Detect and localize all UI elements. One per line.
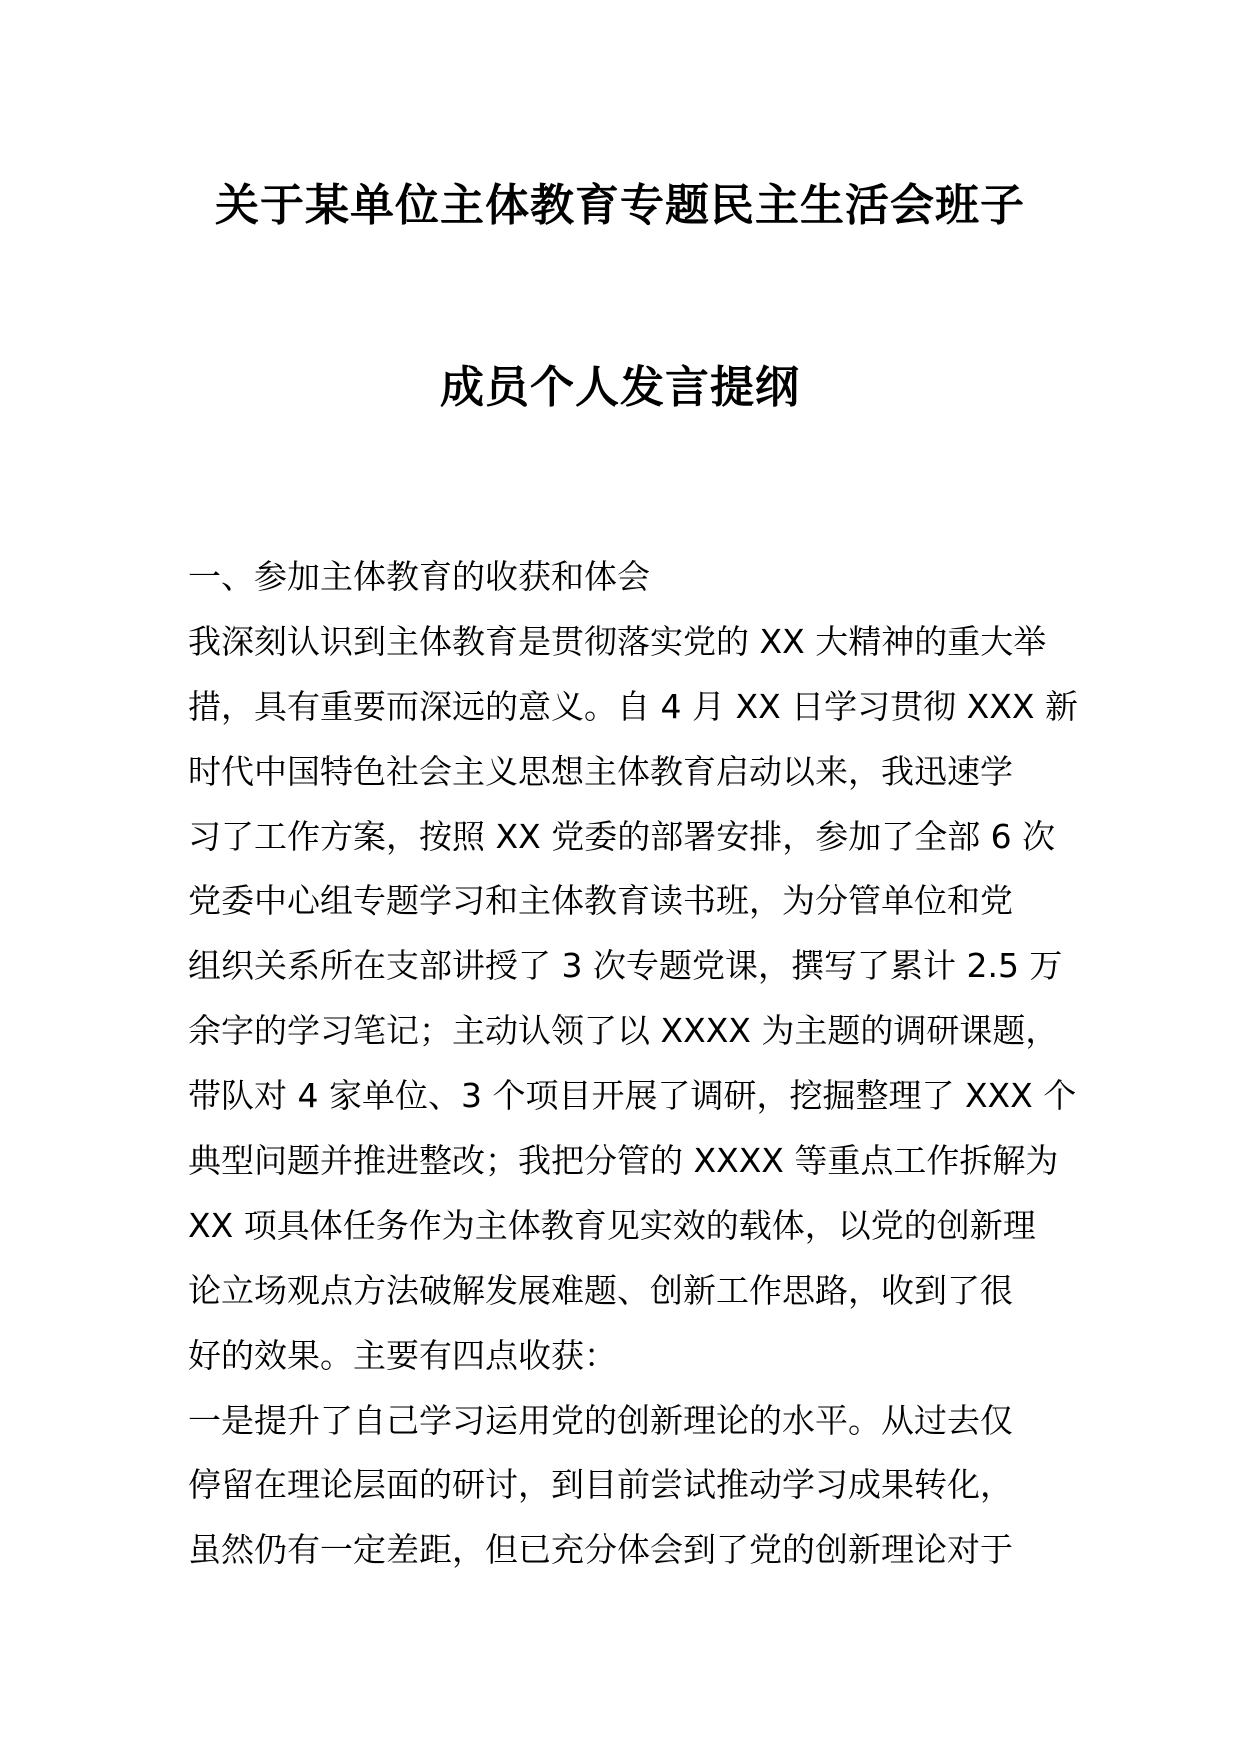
- body-line: 带队对 4 家单位、3 个项目开展了调研，挖掘整理了 XXX 个: [188, 1076, 1077, 1116]
- document-title-line-1: 关于某单位主体教育专题民主生活会班子: [215, 180, 1025, 231]
- body-line: 党委中心组专题学习和主体教育读书班，为分管单位和党: [188, 881, 1013, 921]
- body-line: 典型问题并推进整改；我把分管的 XXXX 等重点工作拆解为: [188, 1141, 1059, 1181]
- body-line: 措，具有重要而深远的意义。自 4 月 XX 日学习贯彻 XXX 新: [188, 686, 1078, 726]
- body-line: 虽然仍有一定差距，但已充分体会到了党的创新理论对于: [188, 1530, 1013, 1570]
- body-line: 论立场观点方法破解发展难题、创新工作思路，收到了很: [188, 1270, 1013, 1310]
- body-line: 余字的学习笔记；主动认领了以 XXXX 为主题的调研课题，: [188, 1011, 1059, 1051]
- body-line: 好的效果。主要有四点收获：: [188, 1335, 617, 1375]
- body-line: 一是提升了自己学习运用党的创新理论的水平。从过去仅: [188, 1400, 1013, 1440]
- body-line: 我深刻认识到主体教育是贯彻落实党的 XX 大精神的重大举: [188, 621, 1047, 661]
- body-line: 停留在理论层面的研讨，到目前尝试推动学习成果转化，: [188, 1465, 1013, 1505]
- document-body: [188, 545, 1078, 1583]
- body-line: 组织关系所在支部讲授了 3 次专题党课，撰写了累计 2.5 万: [188, 946, 1063, 986]
- body-line: XX 项具体任务作为主体教育见实效的载体，以党的创新理: [188, 1205, 1036, 1245]
- body-line: 习了工作方案，按照 XX 党委的部署安排，参加了全部 6 次: [188, 816, 1056, 856]
- document-title-line-2: 成员个人发言提纲: [440, 362, 800, 413]
- section-heading: 一、参加主体教育的收获和体会: [188, 557, 650, 596]
- body-line: 时代中国特色社会主义思想主体教育启动以来，我迅速学: [188, 751, 1013, 791]
